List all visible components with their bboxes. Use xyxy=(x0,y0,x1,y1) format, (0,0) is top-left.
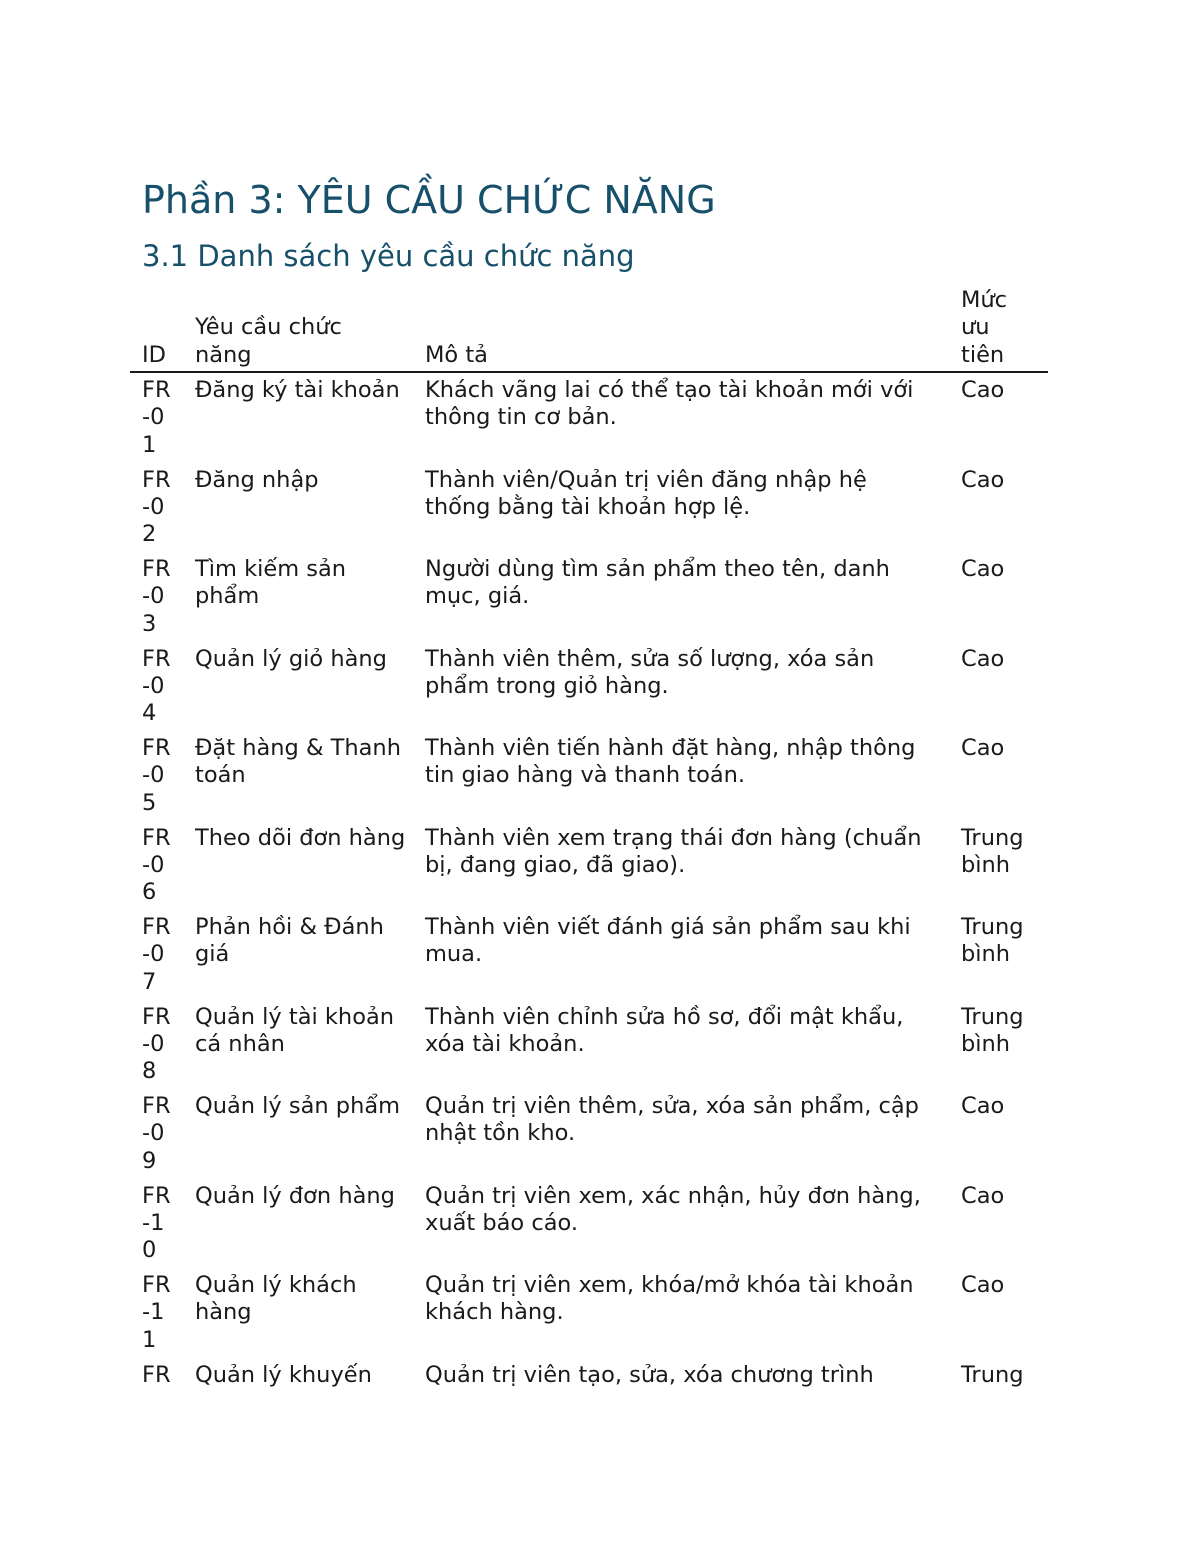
row-requirement-name: Quản lý khuyến xyxy=(195,1361,372,1388)
row-id xyxy=(130,735,183,821)
row-priority: Trung bình xyxy=(961,1003,1024,1057)
row-id-text: FR xyxy=(142,1361,171,1388)
row-description: Quản trị viên thêm, sửa, xóa sản phẩm, cập nhật tồn kho. xyxy=(425,1093,919,1147)
row-id xyxy=(130,914,183,1000)
row-id xyxy=(130,646,183,732)
row-priority: Trung xyxy=(961,1361,1024,1388)
table-row xyxy=(130,1268,1048,1358)
row-priority: Cao xyxy=(961,1272,1005,1298)
row-description: Thành viên/Quản trị viên đăng nhập hệ thống bằng tài khoản hợp lệ. xyxy=(425,466,867,520)
subsection-title: 3.1 Danh sách yêu cầu chức năng xyxy=(142,239,635,273)
row-description: Thành viên xem trạng thái đơn hàng (chuẩn bị, đang giao, đã giao). xyxy=(425,824,922,878)
row-requirement-name: Đăng nhập xyxy=(195,466,319,493)
table-row xyxy=(130,642,1048,732)
row-requirement-name: Đặt hàng & Thanh toán xyxy=(195,735,401,789)
row-requirement-name: Quản lý khách hàng xyxy=(195,1272,357,1326)
row-requirement-name: Quản lý đơn hàng xyxy=(195,1182,395,1209)
row-id xyxy=(130,1004,183,1090)
row-description: Quản trị viên xem, xác nhận, hủy đơn hàng, xuất báo cáo. xyxy=(425,1182,921,1236)
row-requirement-name: Phản hồi & Đánh giá xyxy=(195,914,384,968)
row-description: Thành viên chỉnh sửa hồ sơ, đổi mật khẩu, xóa tài khoản. xyxy=(425,1003,904,1057)
row-priority: Cao xyxy=(961,1182,1005,1209)
row-id-text: FR-04 xyxy=(142,645,171,727)
row-id xyxy=(130,1272,183,1358)
row-requirement-name: Theo dõi đơn hàng xyxy=(195,824,406,851)
row-id-text: FR-07 xyxy=(142,914,171,995)
table-row xyxy=(130,821,1048,911)
table-row xyxy=(130,731,1048,821)
table-row xyxy=(130,373,1048,463)
row-priority: Cao xyxy=(961,556,1005,582)
row-id-text: FR-02 xyxy=(142,466,171,548)
row-id-text: FR-05 xyxy=(142,735,171,816)
header-priority: Mức ưu tiên xyxy=(961,287,1008,368)
requirements-table xyxy=(130,284,1048,1398)
row-id-text: FR-03 xyxy=(142,556,171,637)
table-row xyxy=(130,1179,1048,1269)
table-row xyxy=(130,1089,1048,1179)
row-requirement-name: Quản lý sản phẩm xyxy=(195,1093,401,1119)
row-description: Thành viên thêm, sửa số lượng, xóa sản phẩm trong giỏ hàng. xyxy=(425,645,875,699)
row-priority: Cao xyxy=(961,377,1005,403)
row-priority: Cao xyxy=(961,735,1005,761)
table-row xyxy=(130,1000,1048,1090)
row-description: Thành viên viết đánh giá sản phẩm sau khi mua. xyxy=(425,914,911,968)
row-priority: Cao xyxy=(961,466,1005,493)
row-id xyxy=(130,467,183,553)
row-id xyxy=(130,1362,183,1398)
header-id: ID xyxy=(142,341,166,368)
row-priority: Trung bình xyxy=(961,914,1024,968)
row-requirement-name: Quản lý tài khoản cá nhân xyxy=(195,1003,395,1057)
row-priority: Cao xyxy=(961,1093,1005,1119)
row-priority: Cao xyxy=(961,645,1005,672)
row-description: Quản trị viên tạo, sửa, xóa chương trình xyxy=(425,1361,874,1388)
row-description: Người dùng tìm sản phẩm theo tên, danh mục, giá. xyxy=(425,556,890,610)
table-row xyxy=(130,552,1048,642)
row-id xyxy=(130,1093,183,1179)
row-id xyxy=(130,1183,183,1269)
table-row xyxy=(130,910,1048,1000)
row-id xyxy=(130,556,183,642)
row-id-text: FR-08 xyxy=(142,1003,171,1085)
row-description: Quản trị viên xem, khóa/mở khóa tài khoản khách hàng. xyxy=(425,1272,914,1326)
row-id-text: FR-10 xyxy=(142,1182,171,1264)
row-requirement-name: Đăng ký tài khoản xyxy=(195,377,400,403)
row-id-text: FR-11 xyxy=(142,1272,171,1353)
row-priority: Trung bình xyxy=(961,824,1024,878)
header-description: Mô tả xyxy=(425,341,488,368)
row-requirement-name: Tìm kiếm sản phẩm xyxy=(195,556,347,610)
table-header-row xyxy=(130,284,1048,373)
row-description: Khách vãng lai có thể tạo tài khoản mới với thông tin cơ bản. xyxy=(425,377,914,431)
row-id xyxy=(130,825,183,911)
row-requirement-name: Quản lý giỏ hàng xyxy=(195,645,387,672)
section-title: Phần 3: YÊU CẦU CHỨC NĂNG xyxy=(142,178,716,222)
row-id-text: FR-06 xyxy=(142,824,171,906)
row-id xyxy=(130,377,183,463)
row-id-text: FR-01 xyxy=(142,377,171,458)
table-row xyxy=(130,1358,1048,1398)
header-requirement-name: Yêu cầu chức năng xyxy=(195,314,342,368)
row-description: Thành viên tiến hành đặt hàng, nhập thông tin giao hàng và thanh toán. xyxy=(425,735,916,789)
table-row xyxy=(130,463,1048,553)
row-id-text: FR-09 xyxy=(142,1093,171,1174)
